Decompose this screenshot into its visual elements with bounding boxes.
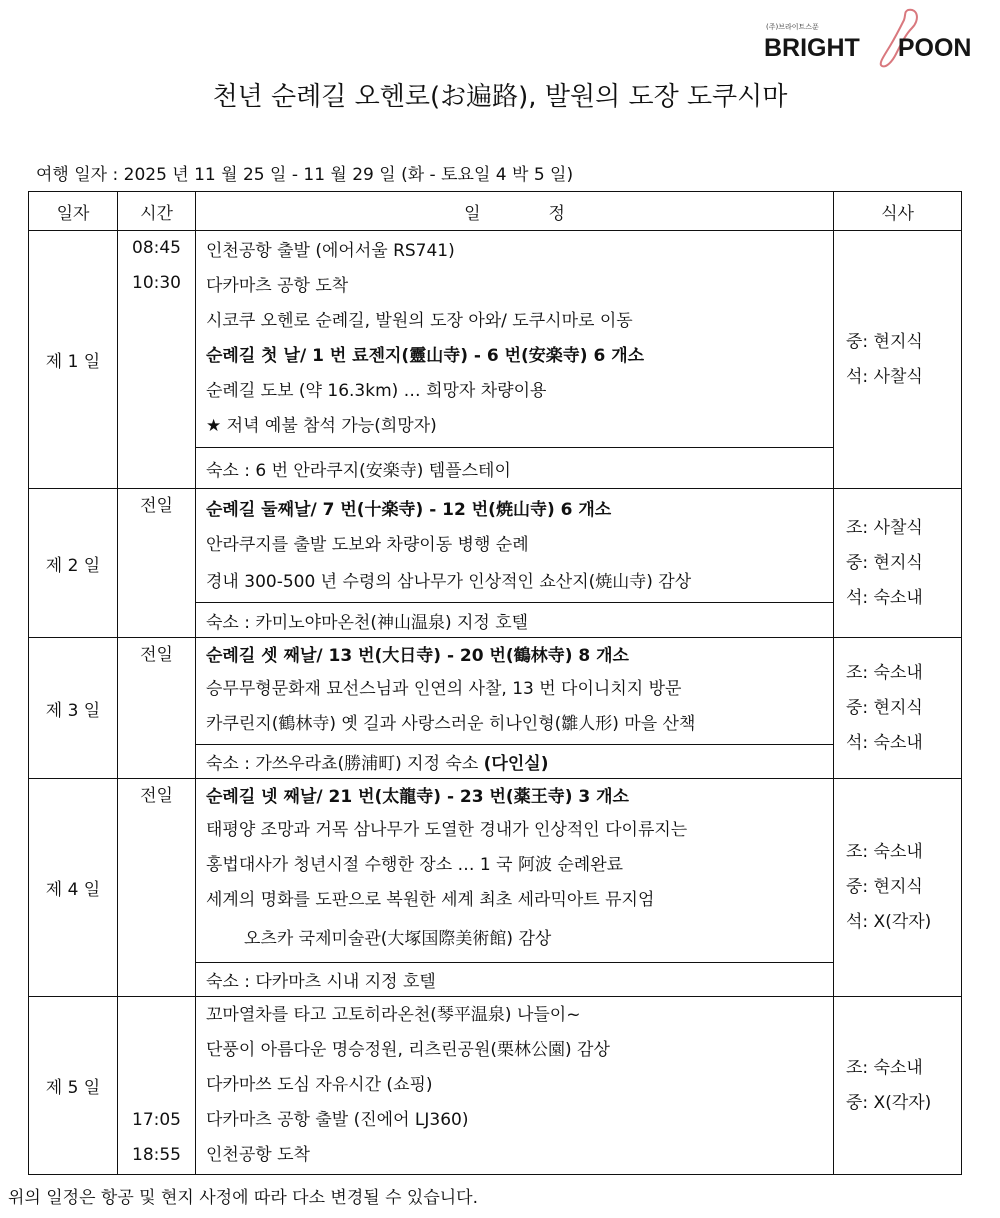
meal-item: 석: 숙소내 — [846, 732, 923, 753]
schedule-line-highlight: 순례길 둘째날/ 7 번(十楽寺) - 12 번(焼山寺) 6 개소 — [206, 500, 612, 520]
meal-item: 조: 사찰식 — [846, 517, 923, 538]
time-value — [118, 1033, 195, 1068]
schedule-line: 다카마츠 공항 출발 (진에어 LJ360) — [206, 1110, 469, 1130]
schedule-line: 순례길 도보 (약 16.3km) … 희망자 차량이용 — [206, 381, 547, 401]
meal-item: 조: 숙소내 — [846, 1057, 923, 1078]
schedule-line: 오츠카 국제미술관(大塚国際美術館) 감상 — [244, 929, 552, 949]
footer-note: 위의 일정은 항공 및 현지 사정에 따라 다소 변경될 수 있습니다. — [8, 1188, 478, 1208]
schedule-line: 인천공항 출발 (에어서울 RS741) — [206, 241, 455, 261]
schedule-line: 경내 300-500 년 수령의 삼나무가 인상적인 쇼산지(焼山寺) 감상 — [206, 572, 692, 592]
day-label: 제 2 일 — [29, 489, 118, 638]
stay-line: 숙소 : 다카마츠 시내 지정 호텔 — [196, 963, 834, 997]
time-value — [118, 998, 195, 1033]
itinerary-table — [28, 191, 962, 1175]
time-value: 전일 — [140, 496, 173, 516]
stay-text: 숙소 : 가쓰우라쵸(勝浦町) 지정 숙소 — [206, 754, 484, 774]
meal-cell — [834, 779, 962, 997]
schedule-line-highlight: 순례길 첫 날/ 1 번 료젠지(靈山寺) - 6 번(安楽寺) 6 개소 — [206, 346, 645, 366]
table-row-day-3 — [29, 638, 962, 745]
stay-room-type: (다인실) — [483, 754, 549, 774]
travel-dates: 여행 일자 : 2025 년 11 월 25 일 - 11 월 29 일 (화 - 토요일 4 박 5 일) — [36, 165, 574, 185]
schedule-line: 다카마츠 공항 도착 — [206, 276, 349, 296]
schedule-line: 안라쿠지를 출발 도보와 차량이동 병행 순례 — [206, 535, 529, 555]
schedule-cell — [196, 779, 834, 963]
time-cell — [118, 489, 196, 638]
meal-item: 중: 현지식 — [846, 552, 923, 573]
day-label: 제 5 일 — [29, 997, 118, 1175]
time-value: 08:45 — [132, 238, 181, 258]
header-meal: 식사 — [834, 192, 962, 231]
logo-part-bright: BRIGHT — [764, 34, 860, 62]
stay-line: 숙소 : 카미노야마온천(神山温泉) 지정 호텔 — [196, 603, 834, 638]
logo-part-poon: POON — [897, 34, 972, 62]
meal-item: 석: 숙소내 — [846, 587, 923, 608]
header-schedule: 일 정 — [196, 192, 834, 231]
schedule-line: 태평양 조망과 거목 삼나무가 도열한 경내가 인상적인 다이류지는 — [206, 820, 688, 840]
day-label: 제 1 일 — [29, 231, 118, 489]
stay-line — [196, 745, 834, 779]
meal-item: 석: 사찰식 — [846, 366, 923, 387]
schedule-line: 카쿠린지(鶴林寺) 옛 길과 사랑스러운 히나인형(雛人形) 마을 산책 — [206, 714, 696, 734]
time-cell — [118, 779, 196, 997]
table-row-day-1 — [29, 231, 962, 448]
time-value: 전일 — [140, 786, 173, 806]
stay-line: 숙소 : 6 번 안라쿠지(安楽寺) 템플스테이 — [196, 448, 834, 489]
table-header-row — [29, 192, 962, 231]
time-value: 18:55 — [132, 1145, 181, 1165]
header-time: 시간 — [118, 192, 196, 231]
brand-logo — [760, 6, 992, 72]
meal-cell — [834, 638, 962, 779]
time-value — [118, 1068, 195, 1103]
table-row-day-4 — [29, 779, 962, 963]
schedule-cell — [196, 638, 834, 745]
schedule-line: 인천공항 도착 — [206, 1145, 310, 1165]
schedule-line: 시코쿠 오헨로 순례길, 발원의 도장 아와/ 도쿠시마로 이동 — [206, 311, 633, 331]
schedule-line: 다카마쓰 도심 자유시간 (쇼핑) — [206, 1075, 433, 1095]
schedule-line-highlight: 순례길 넷 째날/ 21 번(太龍寺) - 23 번(薬王寺) 3 개소 — [206, 787, 629, 807]
time-value: 10:30 — [132, 273, 181, 293]
schedule-cell — [196, 489, 834, 603]
page-title: 천년 순례길 오헨로(お遍路), 발원의 도장 도쿠시마 — [212, 82, 788, 112]
meal-item: 조: 숙소내 — [846, 662, 923, 683]
time-value: 전일 — [140, 645, 173, 665]
schedule-line-highlight: 순례길 셋 째날/ 13 번(大日寺) - 20 번(鶴林寺) 8 개소 — [206, 646, 629, 666]
time-cell — [118, 231, 196, 489]
time-cell — [118, 638, 196, 779]
header-day: 일자 — [29, 192, 118, 231]
schedule-line: 세계의 명화를 도판으로 복원한 세계 최초 세라믹아트 뮤지엄 — [206, 890, 655, 910]
logo-subtitle: (주)브라이트스푼 — [766, 23, 819, 31]
schedule-line: 홍법대사가 청년시절 수행한 장소 … 1 국 阿波 순례완료 — [206, 855, 624, 875]
schedule-line: 승무무형문화재 묘선스님과 인연의 사찰, 13 번 다이니치지 방문 — [206, 679, 682, 699]
schedule-line: 단풍이 아름다운 명승정원, 리츠린공원(栗林公園) 감상 — [206, 1040, 610, 1060]
meal-item: 중: X(각자) — [846, 1092, 932, 1113]
logo-wordmark — [764, 34, 971, 63]
meal-item: 석: X(각자) — [846, 912, 932, 932]
table-row-day-2 — [29, 489, 962, 603]
meal-item: 조: 숙소내 — [846, 842, 923, 862]
meal-item: 중: 현지식 — [846, 877, 923, 897]
meal-item: 중: 현지식 — [846, 697, 923, 718]
schedule-line: 꼬마열차를 타고 고토히라온천(琴平温泉) 나들이~ — [206, 1005, 581, 1025]
day-label: 제 3 일 — [29, 638, 118, 779]
day-label: 제 4 일 — [29, 779, 118, 997]
meal-cell — [834, 489, 962, 638]
schedule-line: ★ 저녁 예불 참석 가능(희망자) — [206, 416, 437, 436]
time-value: 17:05 — [132, 1110, 181, 1130]
meal-item: 중: 현지식 — [846, 331, 923, 352]
meal-cell — [834, 997, 962, 1175]
schedule-cell — [196, 231, 834, 448]
meal-cell — [834, 231, 962, 489]
table-row-day-5 — [29, 997, 962, 1175]
time-cell — [118, 997, 196, 1175]
schedule-cell — [196, 997, 834, 1175]
